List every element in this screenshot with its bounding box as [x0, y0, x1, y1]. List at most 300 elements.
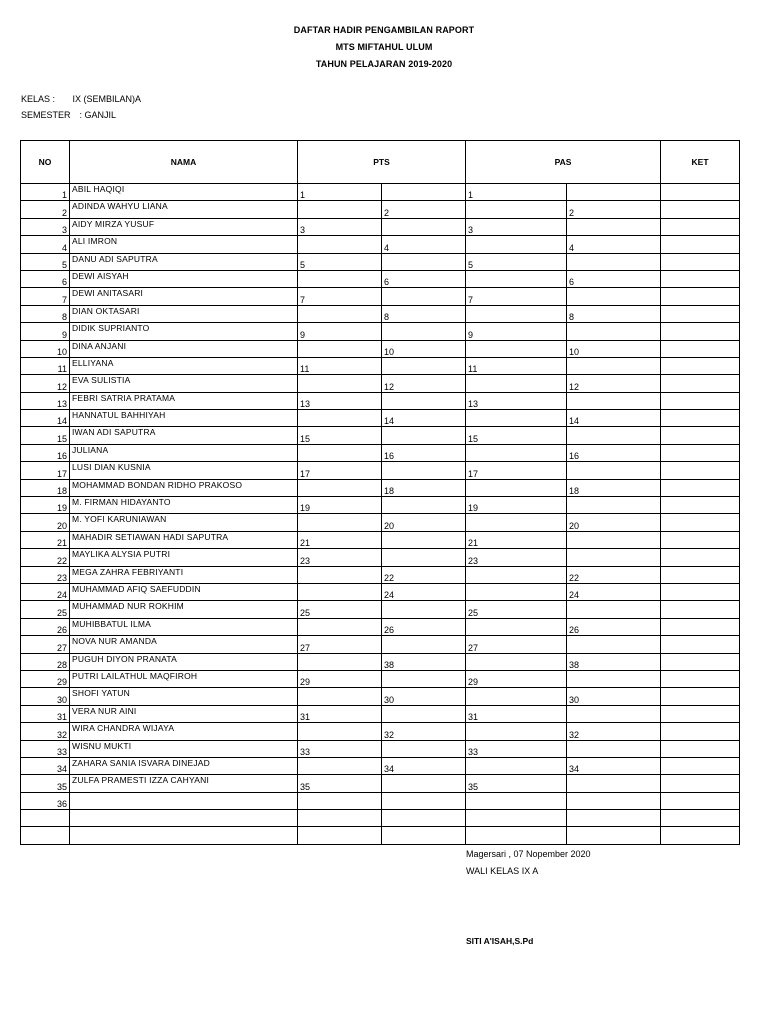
student-name: M. FIRMAN HIDAYANTO [70, 497, 298, 514]
table-row [21, 184, 740, 201]
pts-sign-even: 22 [382, 566, 466, 583]
pas-sign-odd [466, 479, 567, 496]
ket-cell [661, 201, 740, 218]
student-name: ZAHARA SANIA ISVARA DINEJAD [70, 757, 298, 774]
pas-sign-even: 30 [567, 688, 661, 705]
pas-sign-odd: 13 [466, 392, 567, 409]
pas-sign-even [567, 827, 661, 844]
pts-sign-even [382, 427, 466, 444]
pts-sign-even: 14 [382, 410, 466, 427]
ket-cell [661, 479, 740, 496]
signature-place-date: Magersari , 07 Nopember 2020 [466, 849, 591, 859]
pts-sign-even [382, 601, 466, 618]
pas-sign-odd: 29 [466, 670, 567, 687]
pas-sign-odd [466, 410, 567, 427]
pas-sign-odd [466, 514, 567, 531]
signature-role: WALI KELAS IX A [466, 866, 539, 876]
table-row [21, 810, 740, 827]
student-name: DINA ANJANI [70, 340, 298, 357]
row-number: 14 [21, 410, 70, 427]
pas-sign-even: 2 [567, 201, 661, 218]
row-number: 9 [21, 323, 70, 340]
pas-sign-even [567, 636, 661, 653]
pts-sign-even: 12 [382, 375, 466, 392]
pas-sign-odd: 11 [466, 357, 567, 374]
pts-sign-odd [298, 583, 382, 600]
row-number [21, 827, 70, 844]
header-nama: NAMA [70, 141, 298, 184]
pas-sign-odd [466, 583, 567, 600]
pas-sign-even [567, 392, 661, 409]
kelas-label: KELAS : [21, 94, 56, 104]
table-row [21, 618, 740, 635]
table-row [21, 444, 740, 461]
student-name: PUGUH DIYON PRANATA [70, 653, 298, 670]
student-name: ELLIYANA [70, 357, 298, 374]
attendance-table [20, 140, 740, 845]
student-name: MUHAMMAD NUR ROKHIM [70, 601, 298, 618]
pts-sign-odd: 21 [298, 531, 382, 548]
pas-sign-odd: 21 [466, 531, 567, 548]
row-number: 35 [21, 775, 70, 792]
pas-sign-odd: 35 [466, 775, 567, 792]
pts-sign-even [382, 775, 466, 792]
ket-cell [661, 757, 740, 774]
pts-sign-odd [298, 444, 382, 461]
pts-sign-even: 6 [382, 270, 466, 287]
pts-sign-even [382, 827, 466, 844]
table-row [21, 549, 740, 566]
ket-cell [661, 670, 740, 687]
table-row [21, 427, 740, 444]
pts-sign-odd [298, 566, 382, 583]
student-name: EVA SULISTIA [70, 375, 298, 392]
student-name: MUHIBBATUL ILMA [70, 618, 298, 635]
row-number: 23 [21, 566, 70, 583]
pts-sign-odd [298, 270, 382, 287]
row-number: 3 [21, 218, 70, 235]
pas-sign-even [567, 218, 661, 235]
row-number: 18 [21, 479, 70, 496]
pts-sign-odd: 35 [298, 775, 382, 792]
row-number: 8 [21, 305, 70, 322]
pts-sign-odd: 17 [298, 462, 382, 479]
student-name: NOVA NUR AMANDA [70, 636, 298, 653]
pts-sign-even [382, 288, 466, 305]
ket-cell [661, 340, 740, 357]
pts-sign-odd: 3 [298, 218, 382, 235]
pts-sign-even [382, 357, 466, 374]
pts-sign-even [382, 253, 466, 270]
student-name: MAHADIR SETIAWAN HADI SAPUTRA [70, 531, 298, 548]
row-number: 34 [21, 757, 70, 774]
kelas-line [21, 94, 141, 104]
table-row [21, 514, 740, 531]
pts-sign-odd: 23 [298, 549, 382, 566]
pas-sign-even: 20 [567, 514, 661, 531]
row-number: 28 [21, 653, 70, 670]
row-number: 17 [21, 462, 70, 479]
school-name: MTS MIFTAHUL ULUM [335, 42, 433, 52]
table-row [21, 288, 740, 305]
table-row [21, 201, 740, 218]
student-name: WISNU MUKTI [70, 740, 298, 757]
pts-sign-odd [298, 618, 382, 635]
pas-sign-odd: 7 [466, 288, 567, 305]
ket-cell [661, 184, 740, 201]
semester-label: SEMESTER [21, 110, 71, 120]
row-number: 6 [21, 270, 70, 287]
doc-title: DAFTAR HADIR PENGAMBILAN RAPORT [293, 25, 475, 35]
pts-sign-odd: 15 [298, 427, 382, 444]
pts-sign-even [382, 184, 466, 201]
ket-cell [661, 618, 740, 635]
pts-sign-odd: 19 [298, 497, 382, 514]
ket-cell [661, 462, 740, 479]
pas-sign-even [567, 705, 661, 722]
pas-sign-odd [466, 827, 567, 844]
pts-sign-even: 18 [382, 479, 466, 496]
student-name: SHOFI YATUN [70, 688, 298, 705]
pas-sign-even: 32 [567, 723, 661, 740]
row-number: 11 [21, 357, 70, 374]
pts-sign-even [382, 218, 466, 235]
student-name: ZULFA PRAMESTI IZZA CAHYANI [70, 775, 298, 792]
pts-sign-even: 4 [382, 236, 466, 253]
ket-cell [661, 827, 740, 844]
ket-cell [661, 357, 740, 374]
table-row [21, 740, 740, 757]
pts-sign-odd [298, 723, 382, 740]
pts-sign-odd [298, 305, 382, 322]
student-name: ALI IMRON [70, 236, 298, 253]
row-number: 24 [21, 583, 70, 600]
header-pts: PTS [298, 141, 466, 184]
row-number: 22 [21, 549, 70, 566]
pas-sign-odd [466, 566, 567, 583]
pts-sign-even: 24 [382, 583, 466, 600]
ket-cell [661, 792, 740, 809]
pas-sign-odd: 1 [466, 184, 567, 201]
row-number: 12 [21, 375, 70, 392]
pts-sign-even [382, 810, 466, 827]
table-row [21, 375, 740, 392]
ket-cell [661, 549, 740, 566]
pts-sign-odd [298, 340, 382, 357]
row-number: 16 [21, 444, 70, 461]
pas-sign-even [567, 497, 661, 514]
header-pas: PAS [466, 141, 661, 184]
ket-cell [661, 427, 740, 444]
pts-sign-even [382, 323, 466, 340]
row-number: 21 [21, 531, 70, 548]
ket-cell [661, 444, 740, 461]
table-row [21, 636, 740, 653]
pts-sign-even: 16 [382, 444, 466, 461]
row-number: 36 [21, 792, 70, 809]
table-row [21, 270, 740, 287]
pts-sign-odd [298, 653, 382, 670]
student-name: M. YOFI KARUNIAWAN [70, 514, 298, 531]
student-name: AIDY MIRZA YUSUF [70, 218, 298, 235]
pas-sign-odd: 9 [466, 323, 567, 340]
pts-sign-even: 38 [382, 653, 466, 670]
pts-sign-odd: 29 [298, 670, 382, 687]
header-no: NO [21, 141, 70, 184]
pts-sign-odd: 13 [298, 392, 382, 409]
student-name: MAYLIKA ALYSIA PUTRI [70, 549, 298, 566]
ket-cell [661, 566, 740, 583]
pas-sign-even [567, 549, 661, 566]
ket-cell [661, 583, 740, 600]
pts-sign-even [382, 531, 466, 548]
table-row [21, 723, 740, 740]
student-name: WIRA CHANDRA WIJAYA [70, 723, 298, 740]
pts-sign-even: 20 [382, 514, 466, 531]
ket-cell [661, 323, 740, 340]
pas-sign-even [567, 323, 661, 340]
pts-sign-odd [298, 810, 382, 827]
ket-cell [661, 653, 740, 670]
pts-sign-odd: 7 [298, 288, 382, 305]
student-name: ADINDA WAHYU LIANA [70, 201, 298, 218]
pts-sign-even: 8 [382, 305, 466, 322]
pts-sign-odd [298, 688, 382, 705]
ket-cell [661, 705, 740, 722]
pas-sign-even: 6 [567, 270, 661, 287]
pas-sign-odd [466, 236, 567, 253]
student-name [70, 810, 298, 827]
table-row [21, 653, 740, 670]
ket-cell [661, 305, 740, 322]
table-row [21, 583, 740, 600]
pts-sign-even: 10 [382, 340, 466, 357]
row-number: 7 [21, 288, 70, 305]
pas-sign-odd [466, 757, 567, 774]
pts-sign-odd [298, 827, 382, 844]
pts-sign-even: 2 [382, 201, 466, 218]
ket-cell [661, 270, 740, 287]
pts-sign-even: 34 [382, 757, 466, 774]
pas-sign-even [567, 288, 661, 305]
student-name: DIAN OKTASARI [70, 305, 298, 322]
table-row [21, 670, 740, 687]
row-number: 4 [21, 236, 70, 253]
pas-sign-even [567, 792, 661, 809]
ket-cell [661, 531, 740, 548]
row-number: 19 [21, 497, 70, 514]
ket-cell [661, 514, 740, 531]
student-name: MEGA ZAHRA FEBRIYANTI [70, 566, 298, 583]
table-row [21, 340, 740, 357]
table-row [21, 497, 740, 514]
table-row [21, 827, 740, 844]
pts-sign-even: 32 [382, 723, 466, 740]
pts-sign-even: 30 [382, 688, 466, 705]
semester-line [21, 110, 116, 120]
table-row [21, 305, 740, 322]
row-number: 5 [21, 253, 70, 270]
pas-sign-even [567, 810, 661, 827]
pas-sign-odd [466, 792, 567, 809]
student-name: JULIANA [70, 444, 298, 461]
academic-year: TAHUN PELAJARAN 2019-2020 [315, 59, 453, 69]
pas-sign-even: 12 [567, 375, 661, 392]
table-row [21, 462, 740, 479]
signature-name: SITI A'ISAH,S.Pd [466, 936, 534, 946]
pas-sign-odd: 15 [466, 427, 567, 444]
pts-sign-odd: 33 [298, 740, 382, 757]
row-number: 27 [21, 636, 70, 653]
row-number: 33 [21, 740, 70, 757]
pas-sign-even: 16 [567, 444, 661, 461]
table-row [21, 566, 740, 583]
student-name [70, 827, 298, 844]
student-name: MOHAMMAD BONDAN RIDHO PRAKOSO [70, 479, 298, 496]
pts-sign-even [382, 705, 466, 722]
pas-sign-odd [466, 810, 567, 827]
table-row [21, 253, 740, 270]
semester-value: : GANJIL [79, 110, 117, 120]
student-name: FEBRI SATRIA PRATAMA [70, 392, 298, 409]
table-row [21, 601, 740, 618]
row-number: 26 [21, 618, 70, 635]
pas-sign-odd: 17 [466, 462, 567, 479]
pas-sign-even [567, 670, 661, 687]
pas-sign-even [567, 462, 661, 479]
pts-sign-even [382, 636, 466, 653]
student-name [70, 792, 298, 809]
pas-sign-even: 14 [567, 410, 661, 427]
ket-cell [661, 392, 740, 409]
pas-sign-odd [466, 375, 567, 392]
pas-sign-even: 38 [567, 653, 661, 670]
ket-cell [661, 723, 740, 740]
header-ket: KET [661, 141, 740, 184]
ket-cell [661, 601, 740, 618]
table-row [21, 392, 740, 409]
row-number: 13 [21, 392, 70, 409]
table-row [21, 688, 740, 705]
pas-sign-even: 10 [567, 340, 661, 357]
pts-sign-odd [298, 375, 382, 392]
table-row [21, 236, 740, 253]
pts-sign-even [382, 549, 466, 566]
table-row [21, 775, 740, 792]
ket-cell [661, 740, 740, 757]
pas-sign-even: 18 [567, 479, 661, 496]
ket-cell [661, 775, 740, 792]
pts-sign-odd [298, 514, 382, 531]
pts-sign-odd: 11 [298, 357, 382, 374]
pts-sign-odd [298, 792, 382, 809]
row-number: 1 [21, 184, 70, 201]
pts-sign-odd: 25 [298, 601, 382, 618]
table-header-row [21, 141, 740, 184]
row-number: 15 [21, 427, 70, 444]
pas-sign-even: 22 [567, 566, 661, 583]
student-name: ABIL HAQIQI [70, 184, 298, 201]
pts-sign-even [382, 792, 466, 809]
pts-sign-even [382, 462, 466, 479]
pts-sign-odd [298, 201, 382, 218]
pts-sign-even [382, 497, 466, 514]
row-number: 29 [21, 670, 70, 687]
pts-sign-odd: 31 [298, 705, 382, 722]
pas-sign-odd: 5 [466, 253, 567, 270]
pas-sign-odd [466, 340, 567, 357]
student-name: LUSI DIAN KUSNIA [70, 462, 298, 479]
pts-sign-even: 26 [382, 618, 466, 635]
pas-sign-even [567, 601, 661, 618]
row-number: 31 [21, 705, 70, 722]
pas-sign-even: 34 [567, 757, 661, 774]
pas-sign-odd: 23 [466, 549, 567, 566]
pas-sign-odd [466, 723, 567, 740]
row-number: 25 [21, 601, 70, 618]
table-row [21, 757, 740, 774]
ket-cell [661, 688, 740, 705]
pas-sign-even [567, 184, 661, 201]
pas-sign-odd: 25 [466, 601, 567, 618]
pas-sign-odd [466, 201, 567, 218]
pas-sign-odd [466, 270, 567, 287]
pas-sign-even [567, 253, 661, 270]
ket-cell [661, 236, 740, 253]
pas-sign-odd [466, 444, 567, 461]
pts-sign-odd [298, 236, 382, 253]
student-name: MUHAMMAD AFIQ SAEFUDDIN [70, 583, 298, 600]
pas-sign-odd: 3 [466, 218, 567, 235]
pts-sign-odd: 27 [298, 636, 382, 653]
pts-sign-odd [298, 757, 382, 774]
table-row [21, 323, 740, 340]
pas-sign-even: 8 [567, 305, 661, 322]
table-row [21, 218, 740, 235]
ket-cell [661, 636, 740, 653]
ket-cell [661, 497, 740, 514]
student-name: IWAN ADI SAPUTRA [70, 427, 298, 444]
pts-sign-odd: 9 [298, 323, 382, 340]
pas-sign-odd [466, 618, 567, 635]
table-row [21, 410, 740, 427]
ket-cell [661, 253, 740, 270]
table-row [21, 531, 740, 548]
pas-sign-odd [466, 653, 567, 670]
student-name: DIDIK SUPRIANTO [70, 323, 298, 340]
ket-cell [661, 288, 740, 305]
row-number: 10 [21, 340, 70, 357]
student-name: VERA NUR AINI [70, 705, 298, 722]
pas-sign-even [567, 531, 661, 548]
kelas-value: IX (SEMBILAN)A [72, 94, 142, 104]
row-number: 30 [21, 688, 70, 705]
student-name: DEWI ANITASARI [70, 288, 298, 305]
ket-cell [661, 810, 740, 827]
pas-sign-even [567, 427, 661, 444]
pas-sign-odd [466, 688, 567, 705]
pas-sign-odd: 33 [466, 740, 567, 757]
pas-sign-even [567, 740, 661, 757]
pas-sign-odd: 31 [466, 705, 567, 722]
pas-sign-even: 24 [567, 583, 661, 600]
ket-cell [661, 410, 740, 427]
pas-sign-odd: 19 [466, 497, 567, 514]
row-number [21, 810, 70, 827]
pts-sign-even [382, 670, 466, 687]
pts-sign-even [382, 740, 466, 757]
student-name: DEWI AISYAH [70, 270, 298, 287]
